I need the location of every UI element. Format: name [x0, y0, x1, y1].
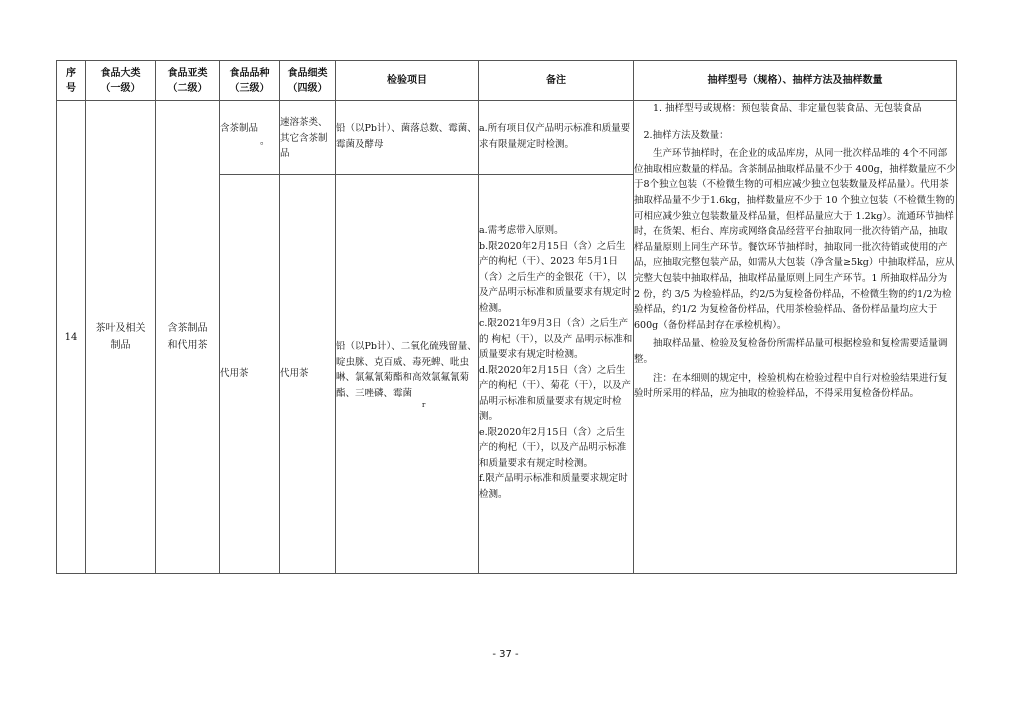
cell-category-level2: 含茶制品 和代用茶	[156, 101, 220, 574]
cell-category-level1: 茶叶及相关 制品	[86, 101, 156, 574]
note-b: b.限2020年2月15日（含）之后生产的枸杞（干）、2023 年5月1日（含）之后生产的金银花（干），以及产品明示标准和质量要求有规定时检测。	[479, 240, 632, 314]
table-row	[57, 101, 957, 175]
cell-note-1: a.所有项目仅产品明示标准和质量要求有限量规定时检测。	[479, 101, 634, 175]
header-test-items: 检验项目	[336, 61, 479, 101]
table-header-row	[57, 61, 957, 101]
header-category-level3: 食品品种 （三级）	[220, 61, 280, 101]
method-heading: 2.抽样方法及数量：	[643, 129, 729, 141]
cell-sampling-method	[634, 101, 957, 574]
cell-test-items-2: 铅（以Pb计）、二氧化硫残留量、啶虫脒、克百威、毒死蜱、吡虫啉、氯氟氰菊酯和高效氯氟氰菊酯、三唑磷、霉菌 r	[336, 175, 479, 574]
method-procedure: 生产环节抽样时，在企业的成品库房，从同一批次样品堆的 4个不同部位抽取相应数量的样品。含茶制品抽取样品量不少于 400g，抽样数量应不少于8个独立包装（不检微生物的可相应减少独立包装数量及样品量）。代用茶抽取样品量不少于1.6kg，抽样数量应不少于 10 个独立包装（不检微生物的可相应减少独立包装数量及样品量，但样品量应大于 1.2kg）。流通环节抽样时，在货架、柜台、库房或网络食品经营平台抽取同一批次待销产品，抽取样品量原则上同生产环节。餐饮环节抽样时，抽取同一批次待销或使用的产品，应抽取完整包装产品，如需从大包装（净含量≥5kg）中抽取样品，应从完整大包装中抽取样品，抽取样品量原则上同生产环节。1 所抽取样品分为 2 份，约 3/5 为检验样品，约2/5为复检备份样品，不检微生物的约1/2为检验样品，约1/2 为复检备份样品，代用茶检验样品、备份样品量均应大于 600g（备份样品封存在承检机构）。	[634, 148, 956, 331]
cell-test-items-1: 铅（以Pb计）、菌落总数、霉菌、霉菌及酵母	[336, 101, 479, 175]
cell-seq: 14	[57, 101, 86, 574]
header-category-level4: 食品细类 （四级）	[280, 61, 336, 101]
note-f: f.限产品明示标准和质量要求规定时检测。	[479, 473, 628, 500]
header-category-level2: 食品亚类 （二级）	[156, 61, 220, 101]
header-sampling-method: 抽样型号（规格）、抽样方法及抽样数量	[634, 61, 957, 101]
note-c: c.限2021年9月3日（含）之后生产的 枸杞（干），以及产 品明示标准和质量要求有规定时检测。	[479, 318, 633, 360]
header-notes: 备注	[479, 61, 634, 101]
header-seq: 序 号	[57, 61, 86, 101]
method-adjustment: 抽取样品量、检验及复检备份所需样品量可根据检验和复检需要适量调整。	[634, 338, 948, 365]
note-d: d.限2020年2月15日（含）之后生产的枸杞（干）、菊花（干），以及产品明示标准和质量要求有规定时检测。	[479, 364, 632, 422]
note-e: e.限2020年2月15日（含）之后生产的枸杞（干），以及产品明示标准和质量要求有规定时检测。	[479, 426, 627, 469]
header-category-level1: 食品大类 （一级）	[86, 61, 156, 101]
note-a: a.需考虑带入原则。	[479, 225, 564, 236]
cell-substitute-tea: 代用茶	[220, 175, 280, 574]
cell-notes-2	[479, 175, 634, 574]
cell-instant-tea: 速溶茶类、其它含茶制品	[280, 101, 336, 175]
method-remark: 注：在本细则的规定中，检验机构在检验过程中自行对检验结果进行复验时所采用的样品，应为抽取的检验样品，不得采用复检备份样品。	[634, 372, 948, 400]
sampling-table	[56, 60, 957, 574]
cell-tea-products: 含茶制品 。	[220, 101, 280, 175]
cell-substitute-tea-sub: 代用茶	[280, 175, 336, 574]
page-number: - 37 -	[492, 649, 519, 660]
method-spec: 1. 抽样型号或规格：预包装食品、非定量包装食品、无包装食品	[653, 103, 922, 114]
